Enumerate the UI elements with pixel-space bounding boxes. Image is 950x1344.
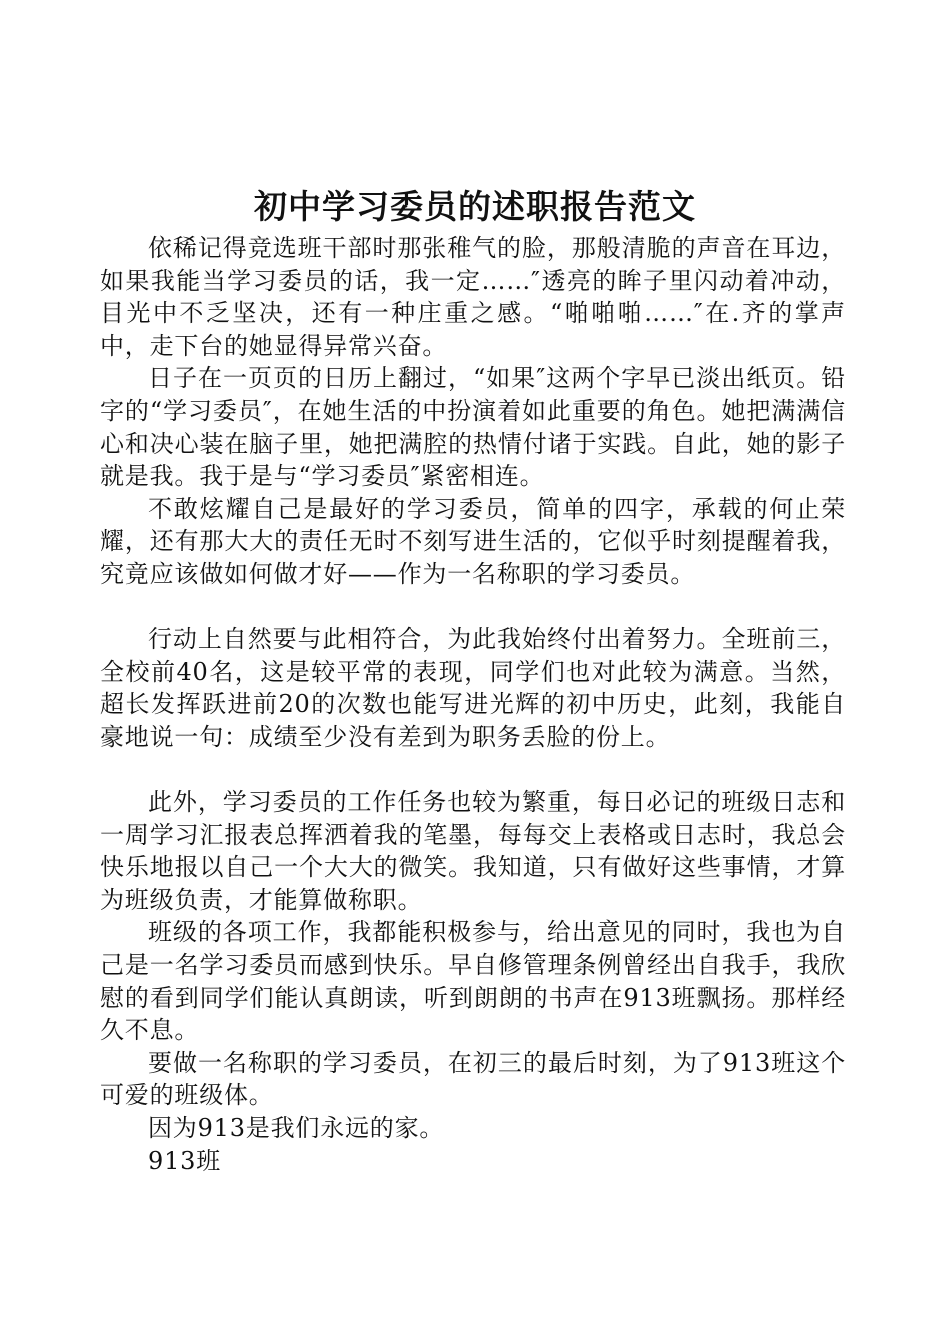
document-body <box>100 232 846 1177</box>
paragraph: 行动上自然要与此相符合，为此我始终付出着努力。全班前三，全校前40名，这是较平常的表现，同学们也对此较为满意。当然，超长发挥跃进前20的次数也能写进光辉的初中历史，此刻，我能自豪地说一句：成绩至少没有差到为职务丢脸的份上。 <box>100 625 846 751</box>
paragraph: 913班 <box>148 1146 222 1175</box>
paragraph: 此外，学习委员的工作任务也较为繁重，每日必记的班级日志和一周学习汇报表总挥洒着我的笔墨，每每交上表格或日志时，我总会快乐地报以自己一个大大的微笑。我知道，只有做好这些事情，才算为班级负责，才能算做称职。 <box>100 788 846 914</box>
page-title: 初中学习委员的述职报告范文 <box>254 187 696 226</box>
paragraph: 班级的各项工作，我都能积极参与，给出意见的同时，我也为自己是一名学习委员而感到快乐。早自修管理条例曾经出自我手，我欣慰的看到同学们能认真朗读，听到朗朗的书声在913班飘扬。那样经久不息。 <box>100 918 846 1045</box>
paragraph: 依稀记得竞选班干部时那张稚气的脸，那般清脆的声音在耳边，如果我能当学习委员的话，我一定……″透亮的眸子里闪动着冲动，目光中不乏坚决，还有一种庄重之感。“啪啪啪……″在.齐的掌声中，走下台的她显得异常兴奋。 <box>100 234 846 360</box>
paragraph: 要做一名称职的学习委员，在初三的最后时刻，为了913班这个可爱的班级体。 <box>100 1048 846 1110</box>
paragraph: 日子在一页页的日历上翻过，“如果″这两个字早已淡出纸页。铅字的“学习委员″，在她生活的中扮演着如此重要的角色。她把满满信心和决心装在脑子里，她把满腔的热情付诸于实践。自此，她的影子就是我。我于是与“学习委员″紧密相连。 <box>100 364 846 491</box>
paragraph: 不敢炫耀自己是最好的学习委员，简单的四字，承载的何止荣耀，还有那大大的责任无时不刻写进生活的，它似乎时刻提醒着我，究竟应该做如何做才好——作为一名称职的学习委员。 <box>100 494 846 588</box>
paragraph: 因为913是我们永远的家。 <box>148 1114 445 1143</box>
